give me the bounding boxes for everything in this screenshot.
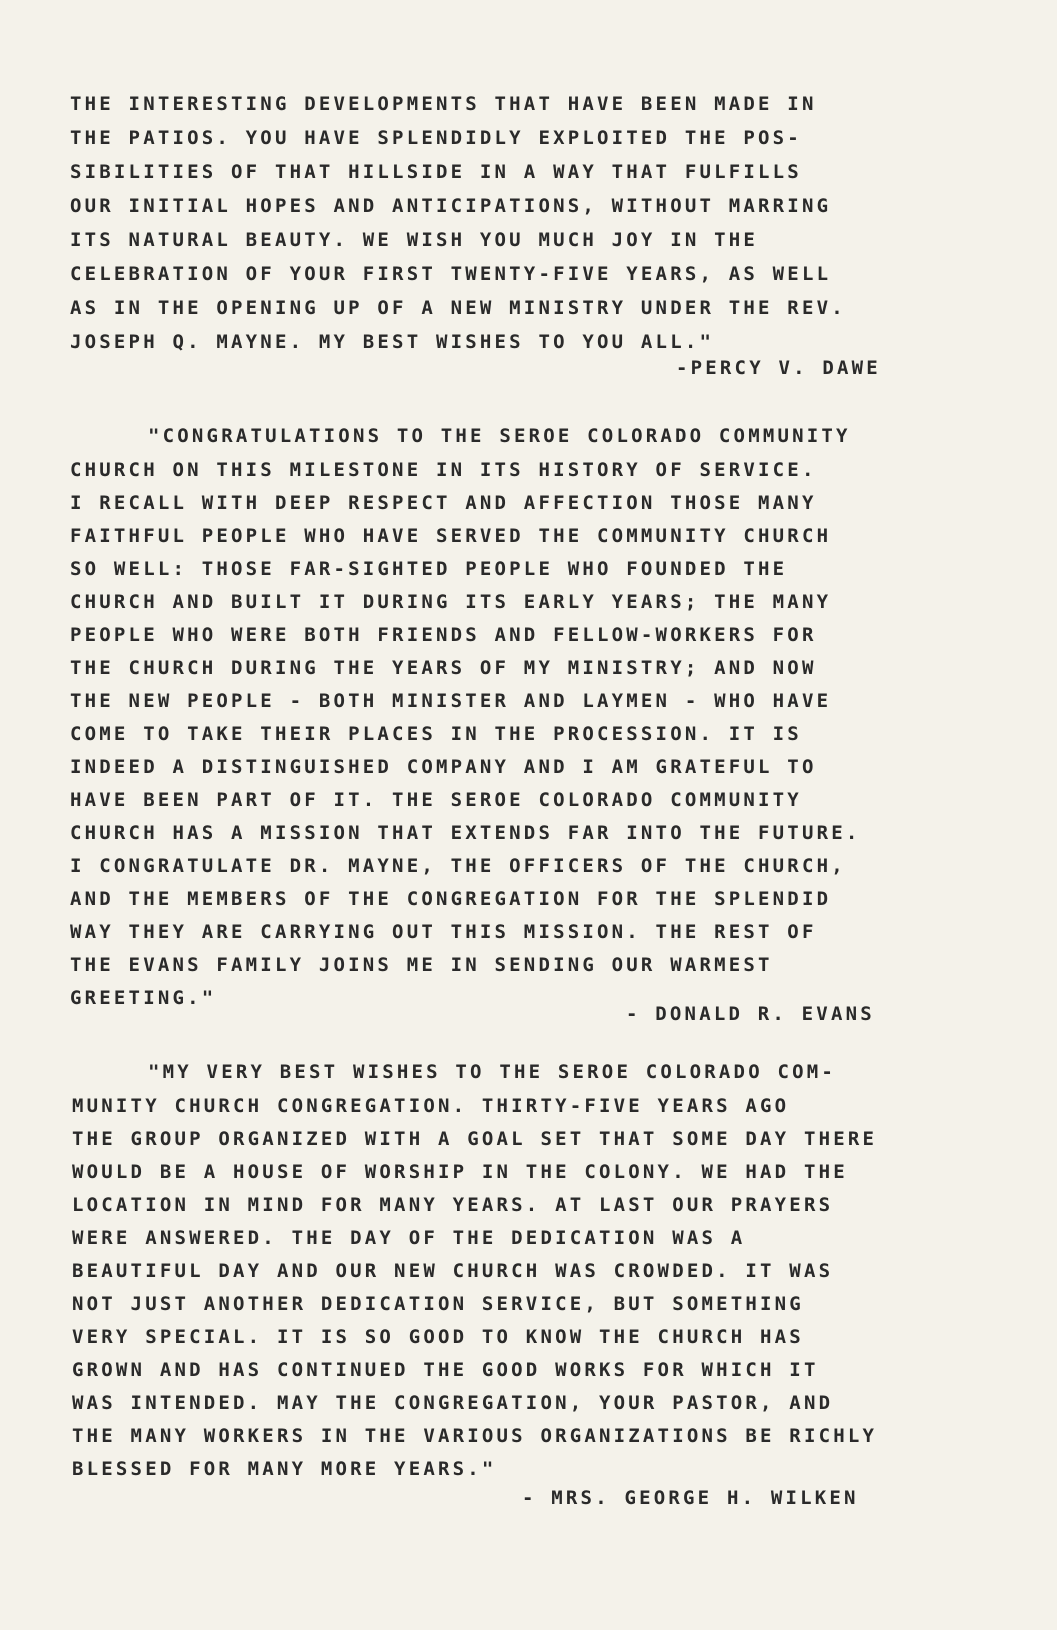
text-line: WAY THEY ARE CARRYING OUT THIS MISSION. THE REST OF <box>70 921 817 943</box>
text-line: PEOPLE WHO WERE BOTH FRIENDS AND FELLOW-WORKERS FOR <box>70 624 817 646</box>
text-line: GREETING." <box>70 987 217 1009</box>
text-line: LOCATION IN MIND FOR MANY YEARS. AT LAST OUR PRAYERS <box>72 1194 834 1216</box>
text-line: GROWN AND HAS CONTINUED THE GOOD WORKS FOR WHICH IT <box>72 1359 819 1381</box>
signature-dawe: -PERCY V. DAWE <box>676 357 881 379</box>
text-line: HAVE BEEN PART OF IT. THE SEROE COLORADO COMMUNITY <box>70 789 802 811</box>
signature-wilken: - MRS. GEORGE H. WILKEN <box>522 1487 859 1509</box>
text-line: OUR INITIAL HOPES AND ANTICIPATIONS, WITHOUT MARRING <box>70 195 832 217</box>
text-line: COME TO TAKE THEIR PLACES IN THE PROCESSION. IT IS <box>70 723 802 745</box>
text-line: THE CHURCH DURING THE YEARS OF MY MINISTRY; AND NOW <box>70 657 817 679</box>
text-line: FAITHFUL PEOPLE WHO HAVE SERVED THE COMMUNITY CHURCH <box>70 525 832 547</box>
text-line: "CONGRATULATIONS TO THE SEROE COLORADO COMMUNITY <box>148 425 851 447</box>
text-line: WERE ANSWERED. THE DAY OF THE DEDICATION WAS A <box>72 1227 746 1249</box>
text-line: THE PATIOS. YOU HAVE SPLENDIDLY EXPLOITED THE POS- <box>70 127 802 149</box>
text-line: THE INTERESTING DEVELOPMENTS THAT HAVE BEEN MADE IN <box>70 93 817 115</box>
text-line: THE GROUP ORGANIZED WITH A GOAL SET THAT SOME DAY THERE <box>72 1128 878 1150</box>
text-line: INDEED A DISTINGUISHED COMPANY AND I AM GRATEFUL TO <box>70 756 817 778</box>
signature-evans: - DONALD R. EVANS <box>626 1003 875 1025</box>
text-line: AND THE MEMBERS OF THE CONGREGATION FOR THE SPLENDID <box>70 888 832 910</box>
text-line: SIBILITIES OF THAT HILLSIDE IN A WAY THAT FULFILLS <box>70 161 802 183</box>
text-line: AS IN THE OPENING UP OF A NEW MINISTRY UNDER THE REV. <box>70 297 846 319</box>
text-line: BEAUTIFUL DAY AND OUR NEW CHURCH WAS CROWDED. IT WAS <box>72 1260 834 1282</box>
text-line: THE MANY WORKERS IN THE VARIOUS ORGANIZATIONS BE RICHLY <box>72 1425 878 1447</box>
text-line: CHURCH ON THIS MILESTONE IN ITS HISTORY OF SERVICE. <box>70 459 817 481</box>
text-line: THE EVANS FAMILY JOINS ME IN SENDING OUR WARMEST <box>70 954 773 976</box>
text-line: CHURCH HAS A MISSION THAT EXTENDS FAR INTO THE FUTURE. <box>70 822 861 844</box>
text-line: SO WELL: THOSE FAR-SIGHTED PEOPLE WHO FOUNDED THE <box>70 558 788 580</box>
text-line: CHURCH AND BUILT IT DURING ITS EARLY YEARS; THE MANY <box>70 591 832 613</box>
text-line: WOULD BE A HOUSE OF WORSHIP IN THE COLONY. WE HAD THE <box>72 1161 848 1183</box>
text-line: I CONGRATULATE DR. MAYNE, THE OFFICERS OF THE CHURCH, <box>70 855 846 877</box>
text-line: BLESSED FOR MANY MORE YEARS." <box>72 1458 497 1480</box>
text-line: NOT JUST ANOTHER DEDICATION SERVICE, BUT SOMETHING <box>72 1293 804 1315</box>
text-line: MUNITY CHURCH CONGREGATION. THIRTY-FIVE YEARS AGO <box>72 1095 790 1117</box>
text-line: JOSEPH Q. MAYNE. MY BEST WISHES TO YOU ALL." <box>70 331 715 353</box>
text-line: I RECALL WITH DEEP RESPECT AND AFFECTION THOSE MANY <box>70 492 817 514</box>
text-line: WAS INTENDED. MAY THE CONGREGATION, YOUR PASTOR, AND <box>72 1392 834 1414</box>
text-line: "MY VERY BEST WISHES TO THE SEROE COLORADO COM- <box>148 1061 837 1083</box>
text-line: CELEBRATION OF YOUR FIRST TWENTY-FIVE YEARS, AS WELL <box>70 263 832 285</box>
text-line: ITS NATURAL BEAUTY. WE WISH YOU MUCH JOY IN THE <box>70 229 759 251</box>
text-line: THE NEW PEOPLE - BOTH MINISTER AND LAYMEN - WHO HAVE <box>70 690 832 712</box>
text-line: VERY SPECIAL. IT IS SO GOOD TO KNOW THE CHURCH HAS <box>72 1326 804 1348</box>
